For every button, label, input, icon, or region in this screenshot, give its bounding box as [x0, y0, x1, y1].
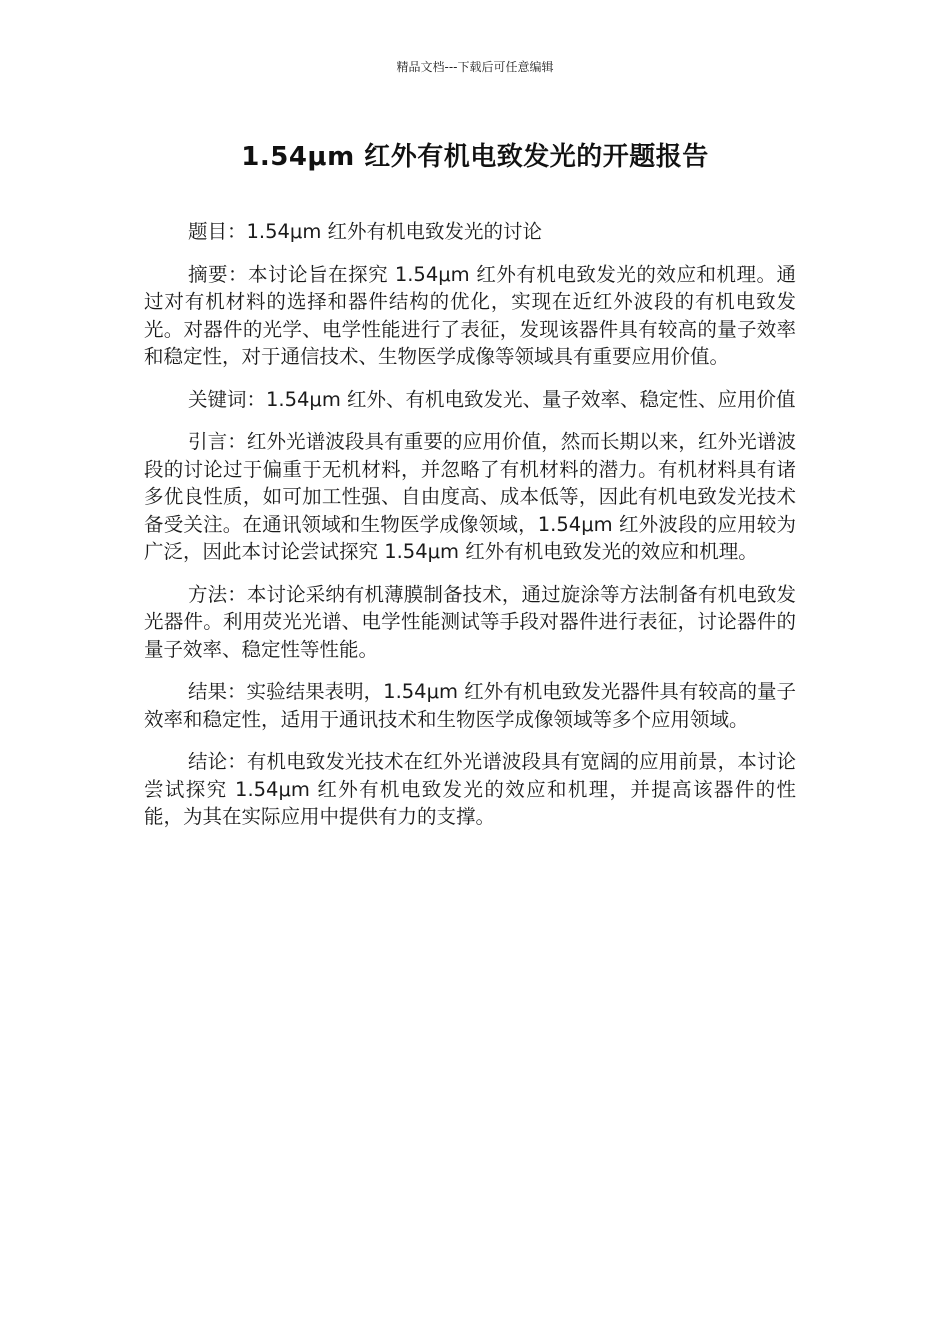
paragraph-abstract: 摘要：本讨论旨在探究 1.54μm 红外有机电致发光的效应和机理。通过对有机材料的选择和器件结构的优化，实现在近红外波段的有机电致发光。对器件的光学、电学性能进行了表征，发现该器件具有较高的量子效率和稳定性，对于通信技术、生物医学成像等领域具有重要应用价值。 — [144, 262, 796, 368]
page-header: 精品文档---下载后可任意编辑 — [396, 60, 554, 74]
paragraph-conclusion: 结论：有机电致发光技术在红外光谱波段具有宽阔的应用前景，本讨论尝试探究 1.54μm 红外有机电致发光的效应和机理，并提高该器件的性能，为其在实际应用中提供有力的支撑。 — [144, 750, 796, 828]
paragraph-keywords: 关键词：1.54μm 红外、有机电致发光、量子效率、稳定性、应用价值 — [188, 387, 796, 411]
document-title: 1.54μm 红外有机电致发光的开题报告 — [241, 142, 709, 172]
paragraph-results: 结果：实验结果表明，1.54μm 红外有机电致发光器件具有较高的量子效率和稳定性，适用于通讯技术和生物医学成像领域等多个应用领域。 — [144, 680, 796, 731]
document-body — [144, 218, 796, 846]
paragraph-introduction: 引言：红外光谱波段具有重要的应用价值，然而长期以来，红外光谱波段的讨论过于偏重于无机材料，并忽略了有机材料的潜力。有机材料具有诸多优良性质，如可加工性强、自由度高、成本低等，因此有机电致发光技术备受关注。在通讯领域和生物医学成像领域，1.54μm 红外波段的应用较为广泛，因此本讨论尝试探究 1.54μm 红外有机电致发光的效应和机理。 — [144, 430, 796, 563]
paragraph-methods: 方法：本讨论采纳有机薄膜制备技术，通过旋涂等方法制备有机电致发光器件。利用荧光光谱、电学性能测试等手段对器件进行表征，讨论器件的量子效率、稳定性等性能。 — [144, 582, 796, 661]
paragraph-topic: 题目：1.54μm 红外有机电致发光的讨论 — [188, 220, 543, 243]
